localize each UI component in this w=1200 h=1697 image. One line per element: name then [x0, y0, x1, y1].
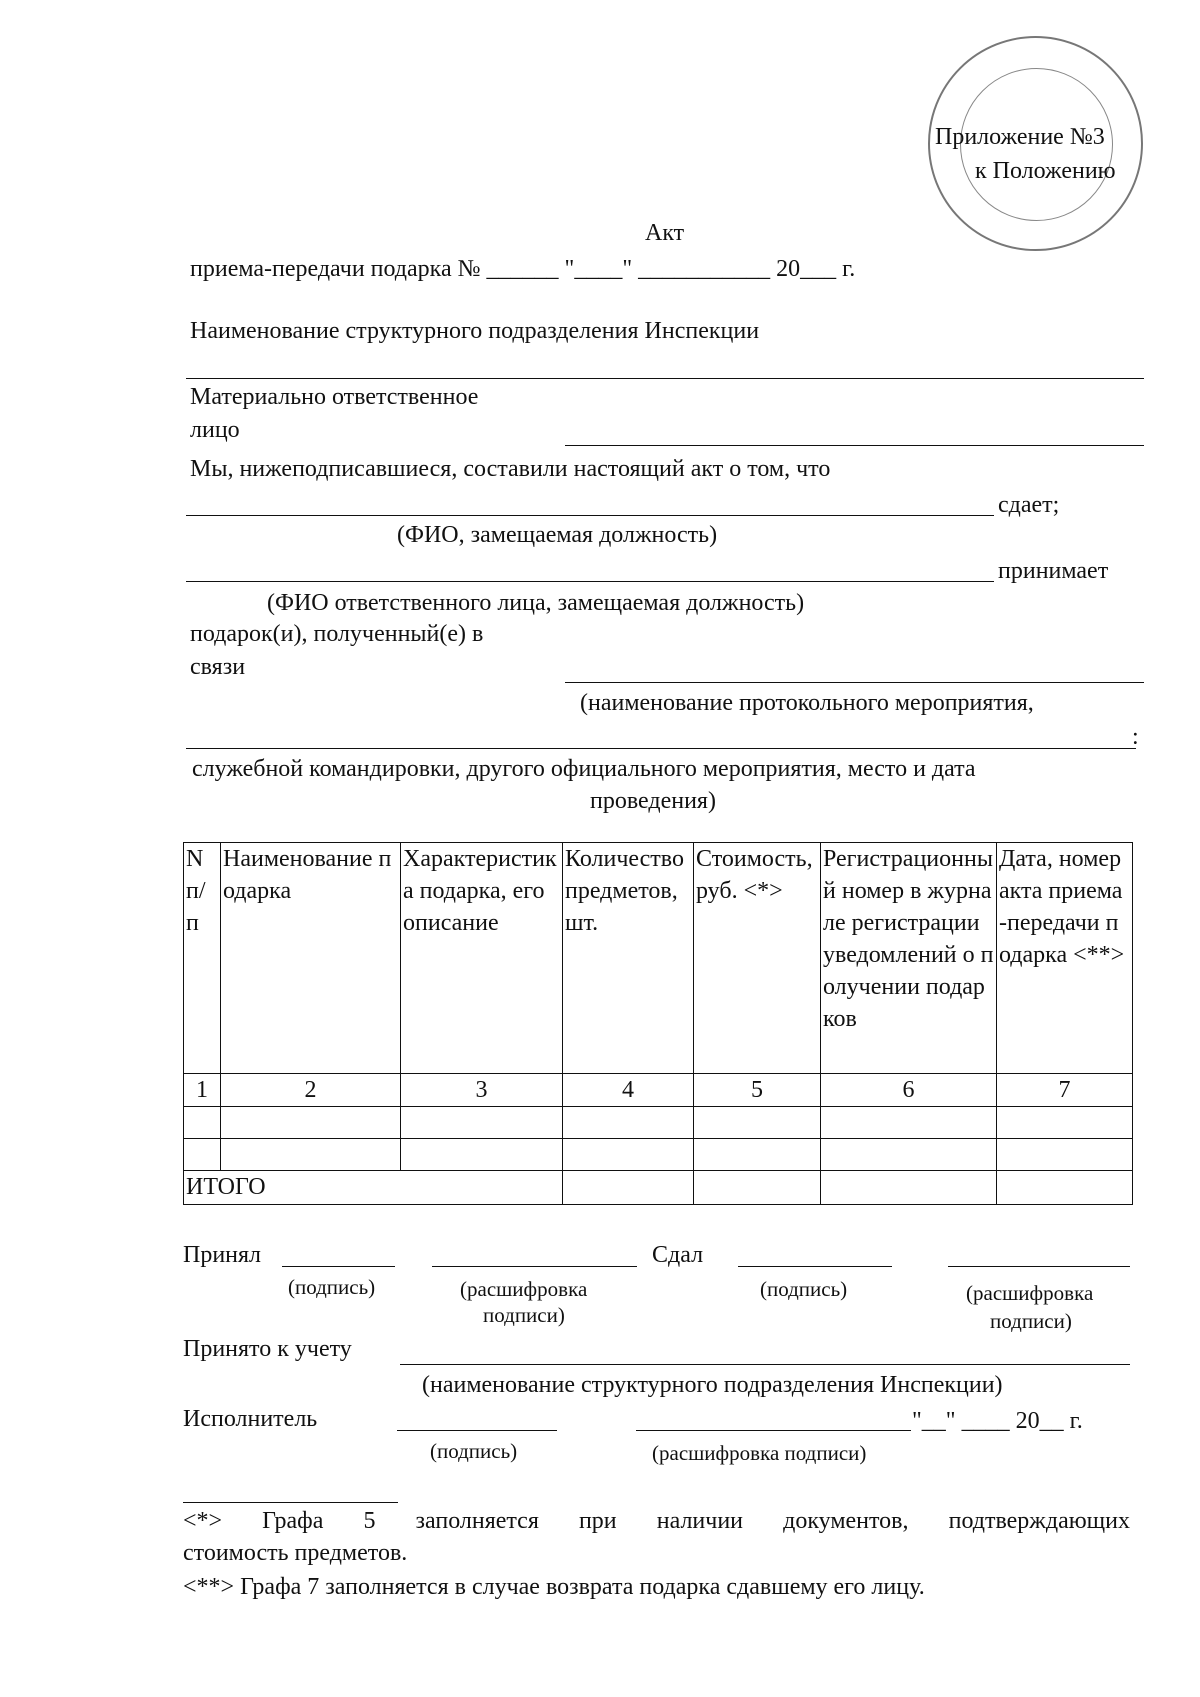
table-cell[interactable] [694, 1107, 821, 1139]
table-cell[interactable] [221, 1139, 401, 1171]
event-line-1[interactable] [565, 682, 1144, 683]
header-cell-cost: Стоимость, руб. <*> [694, 843, 821, 1074]
table-cell[interactable] [821, 1107, 997, 1139]
table-cell[interactable] [563, 1107, 694, 1139]
executor-signature-line[interactable] [397, 1430, 557, 1431]
header-cell-description: Характеристика подарка, его описание [401, 843, 563, 1074]
accepted-decode-caption-2: подписи) [483, 1303, 565, 1327]
gifts-table [183, 842, 1133, 1205]
appendix-reference: к Положению [975, 158, 1116, 184]
executor-decode-line[interactable] [636, 1430, 911, 1431]
table-total-row [184, 1171, 1133, 1205]
executor-decode-caption: (расшифровка подписи) [652, 1441, 867, 1465]
receives-text: принимает [998, 558, 1109, 584]
event-caption-2: служебной командировки, другого официального мероприятия, место и дата [192, 756, 976, 782]
column-number-6: 6 [821, 1074, 997, 1107]
column-number-2: 2 [221, 1074, 401, 1107]
delivered-decode-caption-1: (расшифровка [966, 1281, 1094, 1305]
act-title-line: приема-передачи подарка № ______ "____" ___________ 20___ г. [190, 256, 856, 282]
accepted-decode-line[interactable] [432, 1266, 637, 1267]
receiver-line[interactable] [186, 581, 994, 582]
table-row [184, 1107, 1133, 1139]
table-cell[interactable] [694, 1139, 821, 1171]
delivered-decode-caption-2: подписи) [990, 1309, 1072, 1333]
accounted-line[interactable] [400, 1364, 1130, 1365]
total-registration-cell[interactable] [821, 1171, 997, 1205]
table-header-row [184, 843, 1133, 1074]
table-cell[interactable] [563, 1139, 694, 1171]
gives-text: сдает; [998, 492, 1060, 518]
table-cell[interactable] [997, 1139, 1133, 1171]
unit-label: Наименование структурного подразделения Инспекции [190, 318, 760, 344]
delivered-sign-caption: (подпись) [760, 1277, 848, 1301]
table-cell[interactable] [184, 1139, 221, 1171]
gift-label-2: связи [190, 654, 246, 680]
act-title: Акт [645, 220, 685, 246]
event-caption-1: (наименование протокольного мероприятия, [580, 690, 1034, 716]
footnote-2: <**> Графа 7 заполняется в случае возврата подарка сдавшему его лицу. [183, 1574, 925, 1600]
column-number-7: 7 [997, 1074, 1133, 1107]
mro-line[interactable] [565, 445, 1144, 446]
accepted-label: Принял [183, 1242, 262, 1268]
header-cell-number: N п/п [184, 843, 221, 1074]
delivered-signature-line[interactable] [738, 1266, 892, 1267]
accepted-decode-caption-1: (расшифровка [460, 1277, 588, 1301]
accounted-label: Принято к учету [183, 1336, 352, 1362]
header-cell-name: Наименование подарка [221, 843, 401, 1074]
table-row [184, 1139, 1133, 1171]
footnote-1-line-1: <*> Графа 5 заполняется при наличии документов, подтверждающих [183, 1508, 1130, 1534]
unit-line[interactable] [186, 378, 1144, 379]
footnote-separator [183, 1502, 398, 1503]
column-number-1: 1 [184, 1074, 221, 1107]
mro-label-1: Материально ответственное [190, 384, 479, 410]
table-cell[interactable] [997, 1107, 1133, 1139]
giver-line[interactable] [186, 515, 994, 516]
table-cell[interactable] [221, 1107, 401, 1139]
header-cell-act-date: Дата, номер акта приема-передачи подарка <**> [997, 843, 1133, 1074]
total-act-cell[interactable] [997, 1171, 1133, 1205]
accounted-caption: (наименование структурного подразделения Инспекции) [422, 1372, 1003, 1398]
table-cell[interactable] [401, 1139, 563, 1171]
event-line-2[interactable] [186, 748, 1136, 749]
delivered-decode-line[interactable] [948, 1266, 1130, 1267]
statement-text: Мы, нижеподписавшиеся, составили настоящий акт о том, что [190, 456, 831, 482]
mro-label-2: лицо [190, 417, 240, 443]
total-quantity-cell[interactable] [563, 1171, 694, 1205]
delivered-label: Сдал [652, 1242, 704, 1268]
receiver-caption: (ФИО ответственного лица, замещаемая должность) [267, 590, 805, 616]
header-cell-quantity: Количество предметов, шт. [563, 843, 694, 1074]
table-cell[interactable] [821, 1139, 997, 1171]
giver-caption: (ФИО, замещаемая должность) [397, 522, 718, 548]
appendix-number: Приложение №3 [935, 124, 1105, 150]
executor-sign-caption: (подпись) [430, 1439, 518, 1463]
event-caption-3: проведения) [590, 788, 716, 814]
table-number-row [184, 1074, 1133, 1107]
colon-mark: : [1132, 724, 1139, 750]
table-cell[interactable] [401, 1107, 563, 1139]
accepted-sign-caption: (подпись) [288, 1275, 376, 1299]
executor-label: Исполнитель [183, 1406, 318, 1432]
gift-label-1: подарок(и), полученный(е) в [190, 621, 484, 647]
executor-date: "__" ____ 20__ г. [912, 1408, 1083, 1434]
header-cell-registration: Регистрационный номер в журнале регистрации уведомлений о получении подарков [821, 843, 997, 1074]
accepted-signature-line[interactable] [282, 1266, 395, 1267]
table-cell[interactable] [184, 1107, 221, 1139]
column-number-4: 4 [563, 1074, 694, 1107]
column-number-3: 3 [401, 1074, 563, 1107]
footnote-1-line-2: стоимость предметов. [183, 1540, 408, 1566]
total-cost-cell[interactable] [694, 1171, 821, 1205]
total-label: ИТОГО [184, 1171, 563, 1205]
column-number-5: 5 [694, 1074, 821, 1107]
